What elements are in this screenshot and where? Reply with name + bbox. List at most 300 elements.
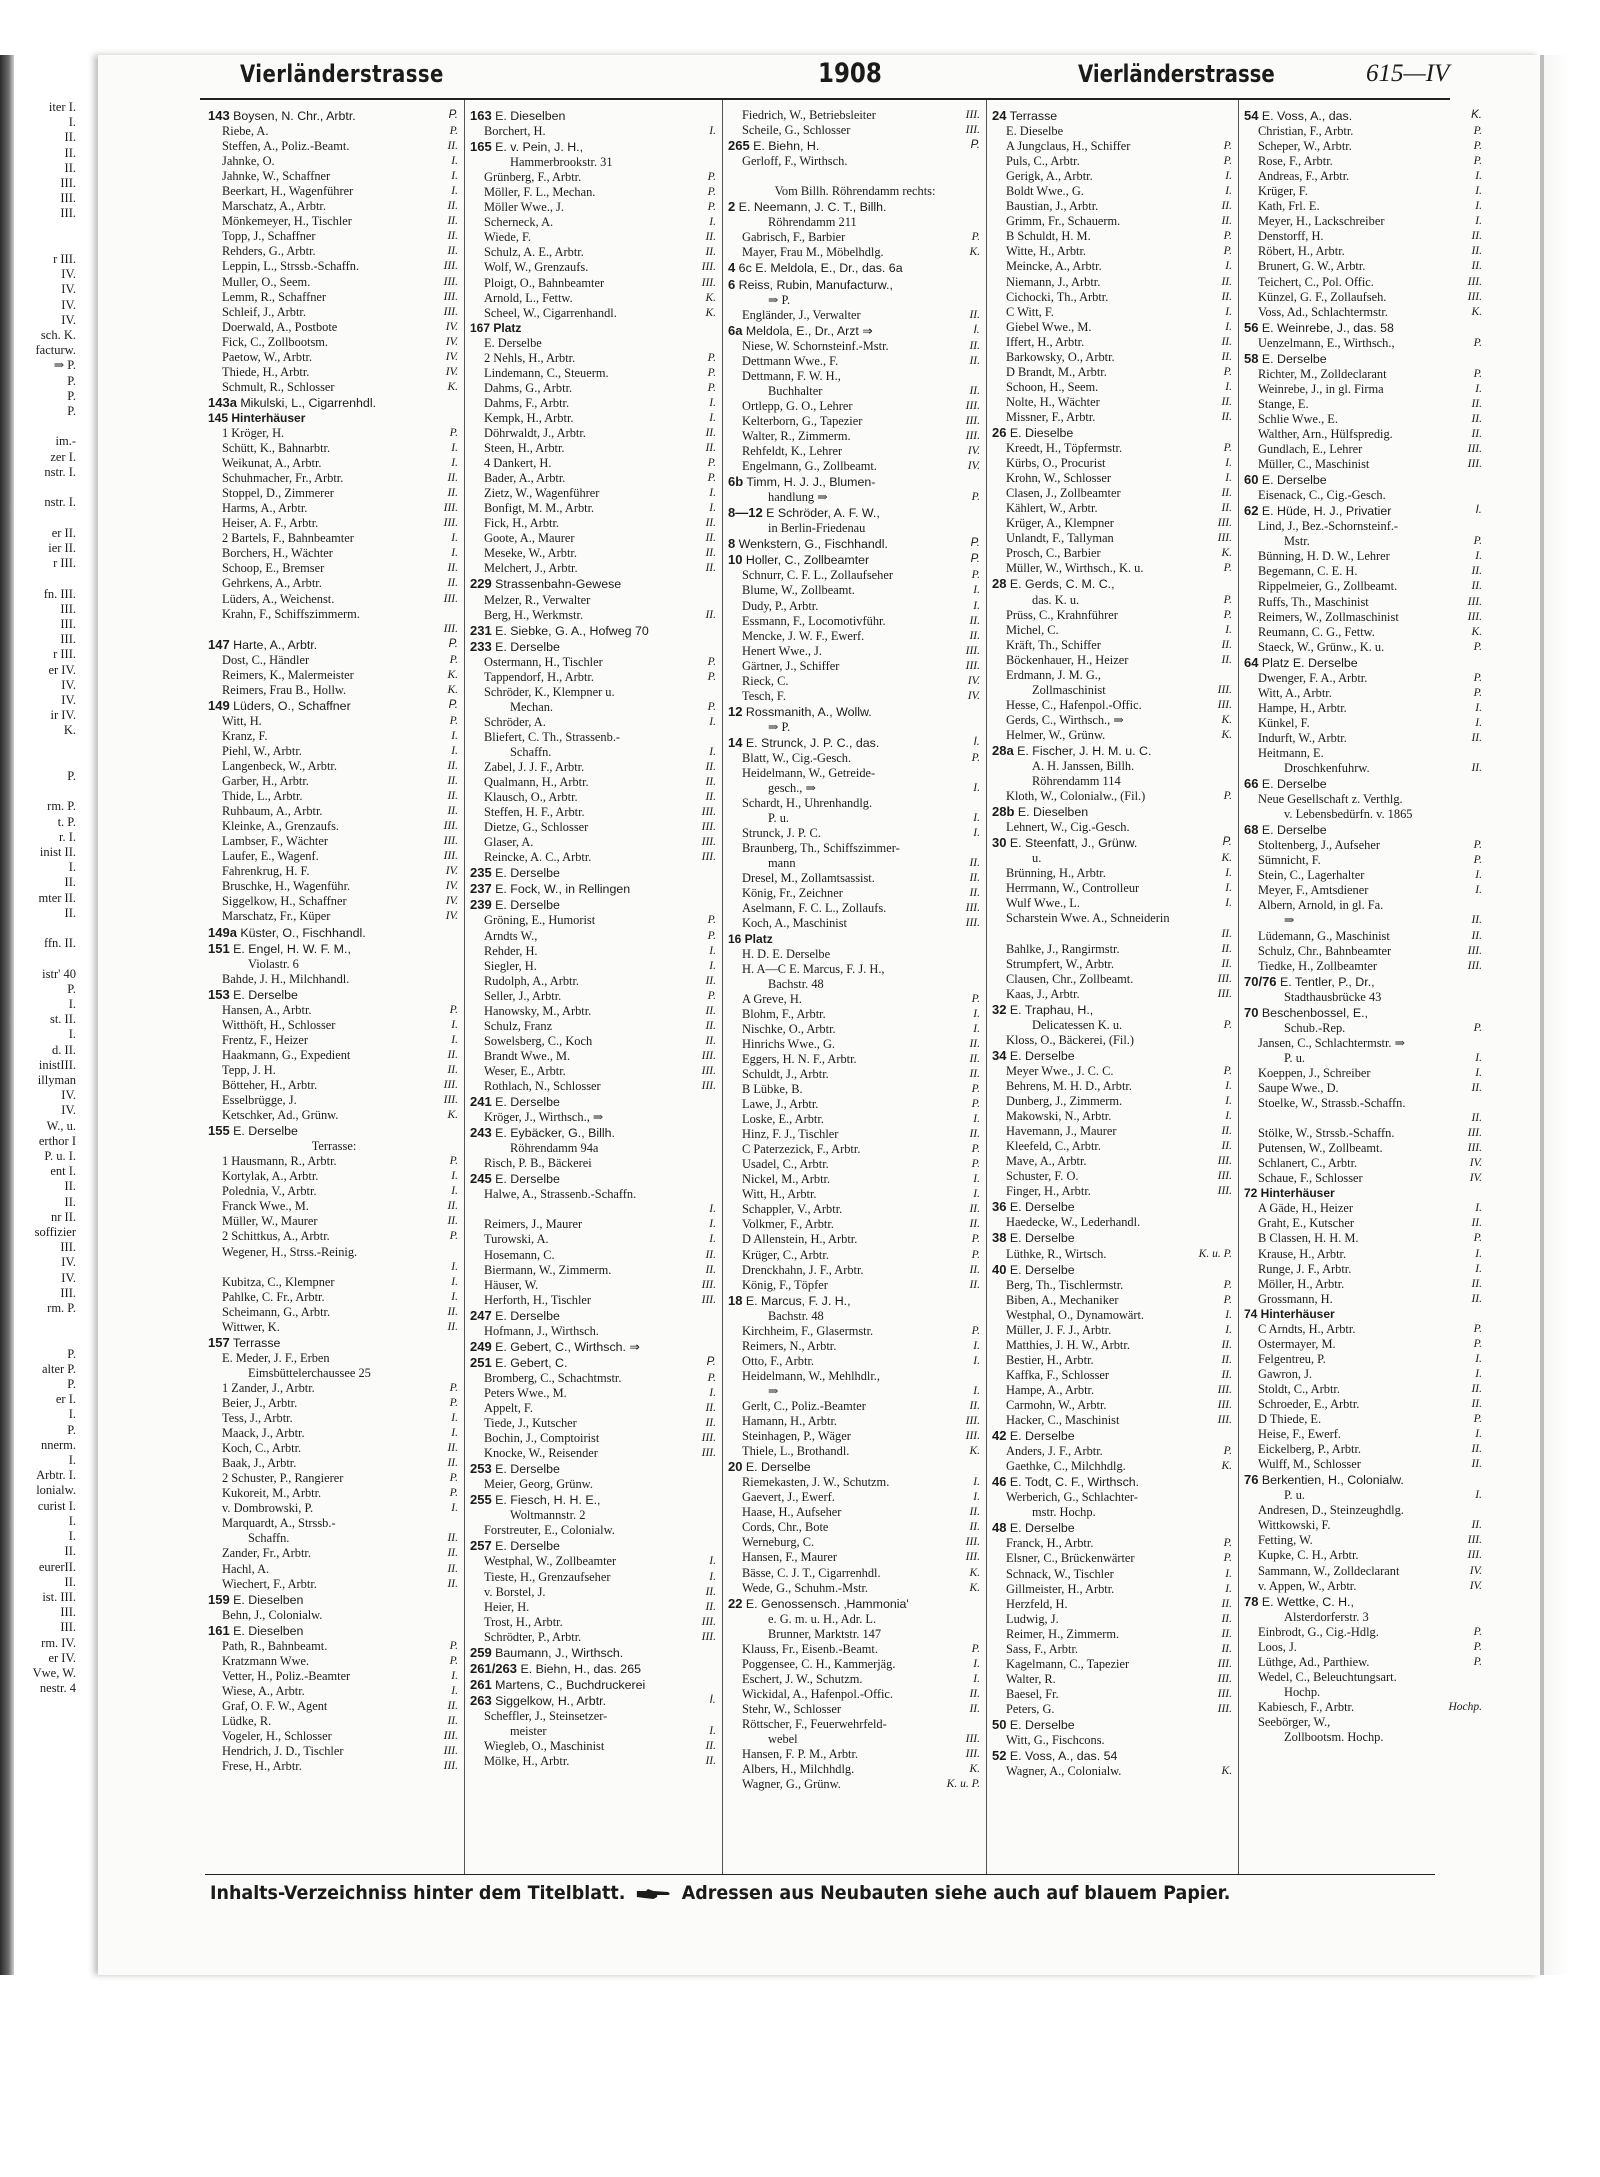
resident-entry: [208, 154, 460, 169]
entry-text: Anders, J. F., Arbtr.: [1006, 1444, 1103, 1459]
column-separator: [464, 100, 465, 1875]
entry-text: Esselbrügge, J.: [222, 1093, 297, 1108]
floor-marker: I.: [1225, 1095, 1232, 1108]
floor-marker: P.: [1223, 1064, 1232, 1077]
entry-text: Tappendorf, H., Arbtr.: [484, 669, 594, 684]
floor-marker: II.: [447, 1063, 458, 1076]
entry-text: Jahnke, O.: [222, 154, 275, 169]
resident-entry: [992, 1064, 1234, 1079]
entry-text: Mayer, Frau M., Möbelhdlg.: [742, 245, 884, 260]
floor-marker: I.: [1475, 185, 1482, 198]
directory-column-1: [208, 108, 460, 1878]
entry-text: 34 E. Derselbe: [992, 1047, 1075, 1063]
entry-text: Clasen, J., Zollbeamter: [1006, 486, 1121, 501]
floor-marker: III.: [443, 1094, 458, 1107]
entry-text: Gröning, E., Humorist: [484, 913, 596, 928]
entry-text: 68 E. Derselbe: [1244, 822, 1327, 838]
entry-text: 249 E. Gebert, C., Wirthsch. ⇒: [470, 1338, 640, 1354]
entry-text: D Allenstein, H., Arbtr.: [742, 1232, 858, 1247]
entry-text: Reimers, W., Zollmaschinist: [1258, 609, 1399, 624]
resident-entry: [992, 1627, 1234, 1642]
strip-line: mter II.: [38, 890, 76, 905]
floor-marker: IV.: [445, 895, 458, 908]
floor-marker: I.: [1225, 1110, 1232, 1123]
floor-marker: II.: [447, 790, 458, 803]
resident-entry: [992, 1582, 1234, 1597]
resident-entry: [470, 1508, 718, 1523]
resident-entry: [728, 1278, 982, 1293]
entry-text: Langenbeck, W., Arbtr.: [222, 759, 337, 774]
entry-text: Frese, H., Arbtr.: [222, 1759, 302, 1774]
resident-entry: [208, 486, 460, 501]
entry-text: Kleinke, A., Grenzaufs.: [222, 819, 339, 834]
resident-entry: [728, 1429, 982, 1444]
entry-text: Peters, G.: [1006, 1701, 1055, 1716]
resident-entry: [728, 1550, 982, 1565]
resident-entry: [1244, 944, 1484, 959]
house-number-entry: [728, 138, 982, 154]
entry-text: 36 E. Derselbe: [992, 1199, 1075, 1215]
entry-text: Gerds, C., Wirthsch., ⇒: [1006, 712, 1124, 727]
resident-entry: [992, 1642, 1234, 1657]
entry-text: Scheile, G., Schlosser: [742, 123, 851, 138]
resident-entry: [728, 1007, 982, 1022]
entry-text: Hendrich, J. D., Tischler: [222, 1744, 344, 1759]
entry-text: Heitmann, E.: [1258, 745, 1324, 760]
floor-marker: II.: [1221, 1353, 1232, 1366]
strip-line: eurerII.: [38, 1559, 76, 1574]
floor-marker: II.: [447, 1532, 458, 1545]
floor-marker: I.: [451, 1260, 458, 1273]
entry-text: Hofmann, J., Wirthsch.: [484, 1323, 599, 1338]
floor-marker: II.: [969, 1399, 980, 1412]
entry-text: Tesch, F.: [742, 688, 786, 703]
floor-marker: I.: [973, 1113, 980, 1126]
directory-column-5: [1244, 108, 1484, 1878]
resident-entry: [1244, 913, 1484, 928]
floor-marker: P.: [971, 1642, 980, 1655]
entry-text: Doerwald, A., Postbote: [222, 319, 338, 334]
entry-text: Pahlke, C. Fr., Arbtr.: [222, 1289, 325, 1304]
floor-marker: P.: [707, 655, 716, 668]
resident-entry: [728, 720, 982, 735]
entry-text: Dresel, M., Zollamtsassist.: [742, 871, 875, 886]
entry-text: Andresen, D., Steinzeughdlg.: [1258, 1503, 1404, 1518]
entry-text: Hansen, F. P. M., Arbtr.: [742, 1747, 859, 1762]
strip-line: er IV.: [48, 1650, 76, 1665]
floor-marker: III.: [701, 1615, 716, 1628]
entry-text: Möller, H., Arbtr.: [1258, 1276, 1345, 1291]
floor-marker: P.: [971, 1083, 980, 1095]
strip-line: III.: [60, 632, 76, 647]
floor-marker: P.: [707, 914, 716, 927]
entry-text: B Lübke, B.: [742, 1082, 803, 1096]
entry-text: Schleif, J., Arbtr.: [222, 304, 306, 319]
strip-line: ffn. II.: [43, 936, 76, 951]
floor-marker: I.: [1225, 1080, 1232, 1092]
entry-text: Laufer, E., Wagenf.: [222, 849, 319, 864]
entry-text: Bromberg, C., Schachtmstr.: [484, 1370, 622, 1385]
entry-text: 72 Hinterhäuser: [1244, 1186, 1335, 1201]
floor-marker: II.: [705, 1417, 716, 1430]
resident-entry: [1244, 1322, 1484, 1337]
floor-marker: I.: [451, 1427, 458, 1440]
strip-line: III.: [60, 616, 76, 631]
entry-text: 261/263 E. Biehn, H., das. 265: [470, 1660, 641, 1676]
floor-marker: I.: [1225, 623, 1232, 636]
floor-marker: IV.: [445, 350, 458, 363]
resident-entry: [1244, 1564, 1484, 1579]
entry-text: Werberich, G., Schlachter-: [1006, 1490, 1138, 1505]
strip-line: rm. IV.: [41, 1635, 76, 1650]
house-number-entry: [470, 576, 718, 592]
floor-marker: III.: [443, 305, 458, 318]
floor-marker: III.: [1467, 458, 1482, 471]
entry-text: Knocke, W., Reisender: [484, 1446, 598, 1461]
floor-marker: P.: [449, 1230, 458, 1243]
resident-entry: [208, 1456, 460, 1471]
footer-index-note: Inhalts-Verzeichniss hinter dem Titelblatt.: [210, 1882, 626, 1904]
floor-marker: I.: [451, 457, 458, 470]
floor-marker: P.: [448, 109, 458, 121]
entry-text: Fick, C., Zollbootsm.: [222, 334, 329, 349]
entry-text: Reimers, K., Malermeister: [222, 667, 354, 682]
floor-marker: I.: [451, 1669, 458, 1682]
resident-entry: [470, 155, 718, 170]
floor-marker: I.: [1475, 1367, 1482, 1380]
strip-line: P.: [67, 768, 76, 783]
floor-marker: I.: [451, 1033, 458, 1046]
floor-marker: P.: [1223, 365, 1232, 378]
house-number-entry: [728, 704, 982, 720]
entry-text: Tieste, H., Grenzaufseher: [484, 1569, 611, 1584]
entry-text: Vogeler, H., Schlosser: [222, 1729, 332, 1744]
floor-marker: P.: [1473, 1232, 1482, 1245]
resident-entry: [1244, 290, 1484, 305]
entry-text: Tiede, J., Kutscher: [484, 1416, 577, 1431]
resident-entry: [1244, 1503, 1484, 1518]
floor-marker: I.: [709, 125, 716, 138]
resident-entry: [470, 1386, 718, 1401]
entry-text: Wiechert, F., Arbtr.: [222, 1576, 317, 1591]
entry-text: Klausch, O., Arbtr.: [484, 790, 578, 805]
resident-entry: [208, 1699, 460, 1714]
entry-text: Schlie Wwe., E.: [1258, 411, 1338, 426]
entry-text: Kempk, H., Arbtr.: [484, 410, 574, 425]
entry-text: [248, 1260, 251, 1274]
resident-entry: [470, 775, 718, 790]
resident-entry: [728, 583, 982, 598]
floor-marker: III.: [1217, 1185, 1232, 1198]
house-number-entry: [992, 425, 1234, 441]
floor-marker: III.: [701, 1630, 716, 1643]
floor-marker: II.: [969, 1128, 980, 1141]
floor-marker: III.: [1467, 1127, 1482, 1140]
floor-marker: K.: [705, 291, 716, 304]
resident-entry: [208, 729, 460, 744]
resident-entry: [208, 1577, 460, 1592]
resident-entry: [992, 275, 1234, 290]
floor-marker: I.: [973, 827, 980, 840]
floor-marker: P.: [971, 1098, 980, 1111]
resident-entry: [1244, 1715, 1484, 1730]
entry-text: Künkel, F.: [1258, 715, 1310, 730]
resident-entry: [728, 841, 982, 856]
house-number-entry: [470, 139, 718, 155]
entry-text: Blatt, W., Cig.-Gesch.: [742, 750, 852, 765]
entry-text: Kaas, J., Arbtr.: [1006, 986, 1080, 1001]
house-number-entry: [208, 395, 460, 411]
entry-text: Ruhbaum, A., Arbtr.: [222, 804, 323, 819]
house-number-entry: [470, 1339, 718, 1355]
floor-marker: P.: [1223, 608, 1232, 621]
entry-text: Arndts W.,: [484, 928, 538, 943]
entry-text: Turowski, A.: [484, 1232, 549, 1247]
resident-entry: [470, 1446, 718, 1461]
entry-text: 62 E. Hüde, H. J., Privatier: [1244, 503, 1392, 519]
entry-text: Schub.-Rep.: [1284, 1020, 1346, 1035]
strip-line: II.: [64, 1194, 76, 1209]
entry-text: Gerigk, A., Arbtr.: [1006, 169, 1093, 184]
resident-entry: [992, 1657, 1234, 1672]
resident-entry: [992, 1323, 1234, 1338]
entry-text: Ostermann, H., Tischler: [484, 654, 603, 669]
entry-text: Sümnicht, F.: [1258, 853, 1321, 868]
floor-marker: II.: [705, 442, 716, 455]
resident-entry: [470, 396, 718, 411]
floor-marker: III.: [701, 1064, 716, 1077]
floor-marker: I.: [451, 1412, 458, 1425]
entry-text: 243 E. Eybäcker, G., Billh.: [470, 1125, 615, 1141]
house-number-entry: [992, 1428, 1234, 1444]
resident-entry: [470, 974, 718, 989]
floor-marker: II.: [705, 1755, 716, 1768]
entry-text: Kürbs, O., Procurist: [1006, 456, 1106, 471]
resident-entry: [728, 490, 982, 505]
entry-text: Witt, H., Arbtr.: [742, 1187, 817, 1202]
floor-marker: P.: [448, 637, 458, 650]
floor-marker: II.: [705, 532, 716, 545]
floor-marker: II.: [969, 1203, 980, 1216]
resident-entry: [208, 759, 460, 774]
entry-text: Gärtner, J., Schiffer: [742, 658, 840, 673]
entry-text: Nolte, H., Wächter: [1006, 394, 1100, 409]
floor-marker: II.: [447, 487, 458, 500]
floor-marker: II.: [447, 215, 458, 228]
entry-text: Blohm, F., Arbtr.: [742, 1006, 826, 1021]
house-number-entry: [992, 743, 1234, 759]
entry-text: v. Appen, W., Arbtr.: [1258, 1578, 1357, 1593]
floor-marker: P.: [449, 1487, 458, 1500]
resident-entry: [208, 350, 460, 365]
floor-marker: II.: [969, 872, 980, 885]
resident-entry: [992, 927, 1234, 942]
resident-entry: [728, 1022, 982, 1037]
entry-text: A. H. Janssen, Billh.: [1032, 759, 1135, 774]
resident-entry: [470, 1600, 718, 1615]
strip-line: rm. P.: [47, 799, 76, 814]
resident-entry: [992, 139, 1234, 154]
resident-entry: [1244, 1640, 1484, 1655]
entry-text: 1 Kröger, H.: [222, 425, 285, 440]
entry-text: Beier, J., Arbtr.: [222, 1395, 298, 1410]
floor-marker: K.: [1471, 625, 1482, 638]
entry-text: Wittwer, K.: [222, 1319, 280, 1334]
resident-entry: [208, 1744, 460, 1759]
entry-text: Häuser, W.: [484, 1277, 539, 1292]
strip-line: W., u.: [46, 1118, 76, 1133]
floor-marker: II.: [705, 1004, 716, 1017]
strip-line: P.: [67, 981, 76, 996]
floor-marker: P.: [971, 569, 980, 582]
floor-marker: II.: [447, 230, 458, 243]
resident-entry: [1244, 397, 1484, 412]
floor-marker: I.: [1225, 320, 1232, 333]
resident-entry: [208, 1290, 460, 1305]
entry-text: Mencke, J. W. F., Ewerf.: [742, 628, 865, 643]
resident-entry: [1244, 640, 1484, 655]
entry-text: Cichocki, Th., Arbtr.: [1006, 289, 1109, 304]
resident-entry: [470, 1371, 718, 1386]
resident-entry: [470, 1064, 718, 1079]
resident-entry: [728, 1581, 982, 1596]
floor-marker: P.: [1223, 155, 1232, 168]
entry-text: Schoop, E., Bremser: [222, 561, 325, 576]
floor-marker: III.: [1467, 595, 1482, 608]
resident-entry: [728, 169, 982, 184]
resident-entry: [992, 911, 1234, 926]
floor-marker: I.: [973, 1188, 980, 1201]
resident-entry: [208, 819, 460, 834]
floor-marker: II.: [1471, 230, 1482, 243]
house-number-entry: [1244, 776, 1484, 792]
entry-text: C Witt, F.: [1006, 304, 1054, 319]
resident-entry: [992, 1612, 1234, 1627]
entry-text: Lambser, F., Wächter: [222, 834, 328, 849]
resident-entry: [992, 561, 1234, 576]
house-number-entry: [992, 1262, 1234, 1278]
resident-entry: [728, 1037, 982, 1052]
resident-entry: [208, 365, 460, 380]
floor-marker: IV.: [967, 674, 980, 687]
floor-marker: II.: [1221, 290, 1232, 303]
floor-marker: III.: [965, 902, 980, 915]
floor-marker: IV.: [445, 910, 458, 923]
floor-marker: III.: [443, 1079, 458, 1091]
floor-marker: III.: [701, 1432, 716, 1445]
house-number-entry: [470, 1661, 718, 1677]
resident-entry: [728, 154, 982, 169]
resident-entry: [992, 305, 1234, 320]
entry-text: Indurft, W., Arbtr.: [1258, 730, 1347, 745]
entry-text: Wolf, W., Grenzaufs.: [484, 260, 589, 275]
floor-marker: I.: [451, 442, 458, 455]
entry-text: 76 Berkentien, H., Colonialw.: [1244, 1472, 1404, 1488]
entry-text: Jansen, C., Schlachtermstr. ⇒: [1258, 1035, 1405, 1050]
floor-marker: I.: [973, 812, 980, 825]
previous-page-strip: [14, 100, 76, 1875]
floor-marker: III.: [1467, 275, 1482, 288]
floor-marker: K.: [1471, 109, 1482, 121]
entry-text: 14 E. Strunck, J. P. C., das.: [728, 734, 880, 750]
resident-entry: [208, 1154, 460, 1169]
resident-entry: [208, 1018, 460, 1033]
entry-text: Carmohn, W., Arbtr.: [1006, 1397, 1107, 1412]
entry-text: Wagner, A., Colonialw.: [1006, 1764, 1122, 1779]
floor-marker: I.: [973, 1022, 980, 1035]
resident-entry: [470, 1401, 718, 1416]
entry-text: Puls, C., Arbtr.: [1006, 154, 1080, 169]
resident-entry: [470, 593, 718, 608]
entry-text: Bliefert, C. Th., Strassenb.-: [484, 729, 621, 744]
floor-marker: P.: [1473, 1021, 1482, 1034]
entry-text: Bünning, H. D. W., Lehrer: [1258, 549, 1390, 564]
entry-text: Risch, P. B., Bäckerei: [484, 1156, 592, 1171]
house-number-entry: [470, 1461, 718, 1477]
resident-entry: [992, 486, 1234, 501]
entry-text: 2 Schuster, P., Rangierer: [222, 1471, 344, 1486]
entry-text: Stoppel, D., Zimmerer: [222, 486, 334, 501]
resident-entry: [470, 1034, 718, 1049]
floor-marker: I.: [1225, 1582, 1232, 1595]
resident-entry: [992, 1459, 1234, 1474]
floor-marker: I.: [1475, 1352, 1482, 1365]
floor-marker: P.: [707, 351, 716, 364]
floor-marker: I.: [973, 735, 980, 748]
entry-text: Heidelmann, W., Getreide-: [742, 766, 876, 781]
entry-text: B Classen, H. H. M.: [1258, 1231, 1359, 1246]
house-number-entry: [992, 1002, 1234, 1018]
entry-text: Christian, F., Arbtr.: [1258, 124, 1354, 139]
resident-entry: [1244, 1201, 1484, 1216]
strip-line: [14, 754, 76, 769]
entry-text: Schulz, Franz: [484, 1018, 553, 1033]
entry-text: 16 Platz: [728, 931, 773, 946]
strip-line: P.: [67, 1377, 76, 1392]
resident-entry: [728, 1324, 982, 1339]
floor-marker: III.: [701, 261, 716, 274]
strip-line: Vwe, W.: [32, 1665, 76, 1680]
resident-entry: [208, 849, 460, 864]
entry-text: Harms, A., Arbtr.: [222, 501, 308, 516]
entry-text: Schütt, K., Bahnarbtr.: [222, 441, 331, 456]
floor-marker: II.: [969, 1278, 980, 1291]
entry-text: H. D. E. Derselbe: [742, 946, 831, 961]
floor-marker: II.: [1471, 1519, 1482, 1532]
floor-marker: II.: [1221, 350, 1232, 363]
entry-text: Alsterdorferstr. 3: [1284, 1609, 1369, 1624]
floor-marker: P.: [707, 929, 716, 942]
entry-text: 1 Hausmann, R., Arbtr.: [222, 1154, 337, 1169]
resident-entry: [1244, 1382, 1484, 1397]
strip-line: [14, 951, 76, 966]
resident-entry: [1244, 761, 1484, 776]
resident-entry: [728, 1732, 982, 1747]
resident-entry: [728, 1566, 982, 1581]
entry-text: D Brandt, M., Arbtr.: [1006, 364, 1107, 379]
resident-entry: [208, 184, 460, 199]
resident-entry: [1244, 1427, 1484, 1442]
entry-text: Siggelkow, H., Schaffner: [222, 894, 347, 909]
strip-line: II.: [64, 1179, 76, 1194]
entry-text: Möller, F. L., Mechan.: [484, 185, 596, 200]
floor-marker: II.: [705, 246, 716, 259]
resident-entry: [992, 471, 1234, 486]
resident-entry: [728, 429, 982, 444]
resident-entry: [1244, 868, 1484, 883]
floor-marker: III.: [965, 1733, 980, 1746]
entry-text: Bahde, J. H., Milchhandl.: [222, 971, 350, 986]
